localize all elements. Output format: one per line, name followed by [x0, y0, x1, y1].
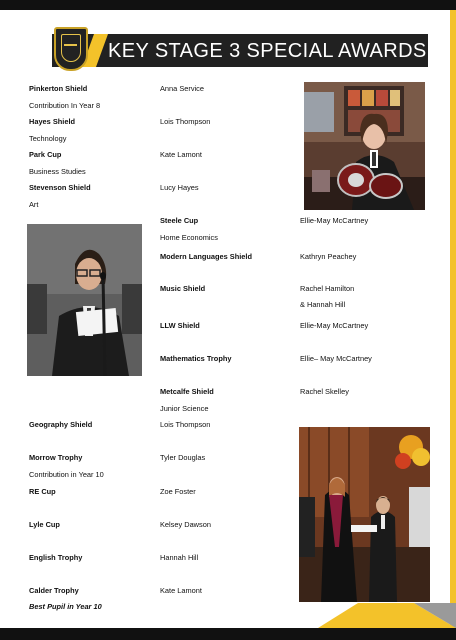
award-name: Metcalfe Shield — [160, 387, 214, 396]
decorative-corner-shapes — [318, 597, 456, 628]
award-recipient: Anna Service — [160, 84, 204, 93]
award-recipient: Hannah Hill — [160, 553, 199, 562]
photo-pupil-speaking — [27, 224, 142, 376]
award-subtitle: Junior Science — [160, 404, 209, 413]
award-recipient: Ellie-May McCartney — [300, 216, 369, 225]
award-recipient: Kate Lamont — [160, 150, 202, 159]
award-name: Calder Trophy — [29, 586, 79, 595]
award-name: Morrow Trophy — [29, 453, 83, 462]
award-recipient: Kate Lamont — [160, 586, 202, 595]
award-name: Mathematics Trophy — [160, 354, 232, 363]
award-name: Steele Cup — [160, 216, 199, 225]
award-subtitle: Contribution in Year 10 — [29, 470, 104, 479]
award-subtitle: Home Economics — [160, 233, 218, 242]
award-recipient: Zoe Foster — [160, 487, 196, 496]
award-name: LLW Shield — [160, 321, 200, 330]
award-name: English Trophy — [29, 553, 83, 562]
award-recipient-line2: & Hannah Hill — [300, 300, 346, 309]
award-recipient: Ellie– May McCartney — [300, 354, 372, 363]
award-subtitle: Art — [29, 200, 39, 209]
school-crest-icon — [54, 27, 88, 71]
award-name: Music Shield — [160, 284, 206, 293]
award-subtitle: Technology — [29, 134, 67, 143]
award-name: Stevenson Shield — [29, 183, 91, 192]
award-name: RE Cup — [29, 487, 56, 496]
photo-award-presentation — [299, 427, 430, 602]
page-title: KEY STAGE 3 SPECIAL AWARDS — [108, 40, 427, 62]
award-subtitle: Business Studies — [29, 167, 86, 176]
award-recipient: Lois Thompson — [160, 117, 211, 126]
award-recipient: Rachel Hamilton — [300, 284, 355, 293]
award-subtitle: Contribution In Year 8 — [29, 101, 101, 110]
right-accent-stripe — [450, 10, 456, 628]
award-name: Hayes Shield — [29, 117, 76, 126]
award-recipient: Kathryn Peachey — [300, 252, 357, 261]
award-name: Pinkerton Shield — [29, 84, 88, 93]
award-name: Lyle Cup — [29, 520, 60, 529]
award-subtitle: Best Pupil in Year 10 — [29, 602, 102, 611]
award-recipient: Lois Thompson — [160, 420, 211, 429]
award-recipient: Tyler Douglas — [160, 453, 206, 462]
award-name: Modern Languages Shield — [160, 252, 252, 261]
award-recipient: Lucy Hayes — [160, 183, 199, 192]
bottom-border — [0, 628, 456, 640]
award-name: Geography Shield — [29, 420, 93, 429]
award-recipient: Ellie-May McCartney — [300, 321, 369, 330]
award-recipient: Rachel Skelley — [300, 387, 349, 396]
top-border — [0, 0, 456, 10]
award-recipient: Kelsey Dawson — [160, 520, 211, 529]
award-name: Park Cup — [29, 150, 62, 159]
photo-pupil-with-shields — [304, 82, 425, 210]
